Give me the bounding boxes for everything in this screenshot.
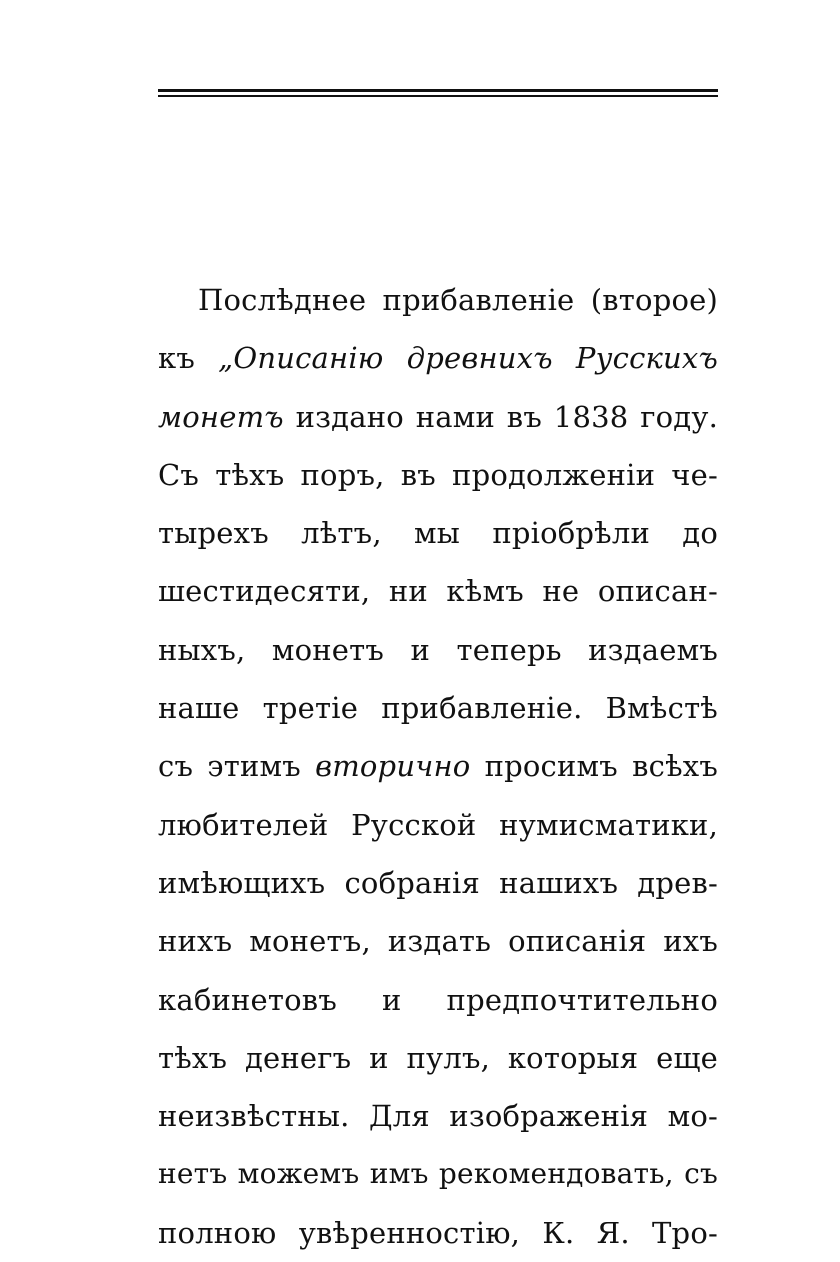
text-line: любителей Русской нумисматики, (158, 807, 718, 842)
text-line: нетъ можемъ имъ рекомендовать, съ (158, 1157, 718, 1191)
text-line: ныхъ, монетъ и теперь издаемъ (158, 632, 718, 667)
text-line: кабинетовъ и предпочтительно (158, 982, 718, 1017)
text-line: неизвѣстны. Для изображенія мо- (158, 1099, 718, 1134)
text-fragment: съ этимъ (158, 749, 316, 784)
text-line: тѣхъ денегъ и пулъ, которыя еще (158, 1040, 718, 1075)
text-line: имѣющихъ собранія нашихъ древ- (158, 865, 718, 900)
text-line: шестидесяти, ни кѣмъ не описан- (158, 574, 718, 609)
text-line: нихъ монетъ, издать описанія ихъ (158, 924, 718, 959)
text-line (158, 329, 718, 387)
text-line: Послѣднее прибавленіе (второе) (198, 283, 718, 317)
top-double-rule-thick (158, 89, 718, 92)
italic-title: монетъ (158, 399, 284, 434)
top-double-rule-thin (158, 95, 718, 97)
text-line (158, 388, 718, 446)
text-line (158, 737, 718, 795)
body-paragraph (158, 271, 718, 1262)
text-line: наше третіе прибавленіе. Вмѣстѣ (158, 691, 718, 726)
text-line: Съ тѣхъ поръ, въ продолженіи че- (158, 457, 718, 492)
text-fragment: къ (158, 341, 219, 376)
text-line: тырехъ лѣтъ, мы пріобрѣли до (158, 516, 718, 551)
text-fragment: издано нами въ 1838 году. (283, 399, 718, 434)
text-fragment: просимъ всѣхъ (470, 749, 718, 784)
italic-emphasis: вторично (315, 749, 471, 784)
text-line: полною увѣренностію, К. Я. Тро- (158, 1215, 718, 1250)
italic-title: „Описанію древнихъ Русскихъ (218, 341, 718, 376)
